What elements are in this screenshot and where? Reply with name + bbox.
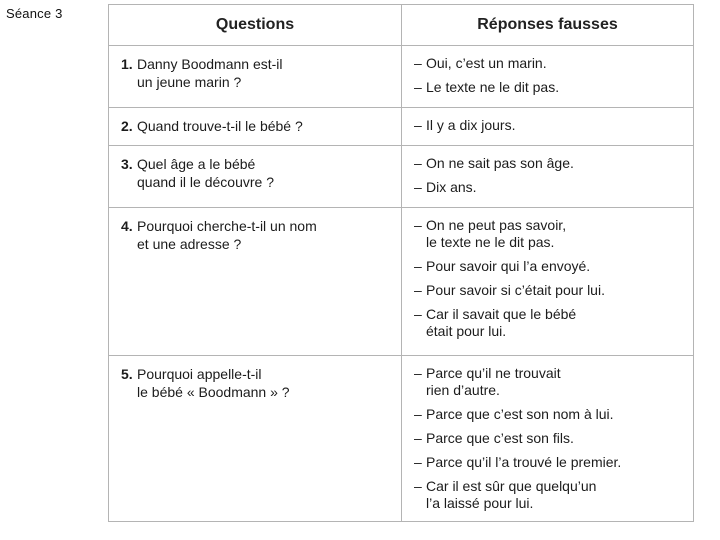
- answers-cell: [402, 356, 694, 522]
- answer-dash: –: [414, 306, 422, 322]
- question-line: et une adresse ?: [137, 236, 242, 252]
- answer-line: Car il savait que le bébé: [426, 306, 577, 322]
- answer-item: [414, 79, 687, 96]
- question-line: le bébé « Boodmann » ?: [137, 384, 290, 400]
- question-line: quand il le découvre ?: [137, 174, 274, 190]
- answer-item: [414, 282, 687, 299]
- answer-dash: –: [414, 79, 422, 95]
- question-cell: [109, 208, 402, 356]
- answer-item: [414, 430, 687, 447]
- question-line: un jeune marin ?: [137, 74, 242, 90]
- answer-line: rien d’autre.: [426, 382, 500, 398]
- answers-cell: [402, 146, 694, 208]
- slide-label: Séance 3: [6, 6, 63, 21]
- answer-line: le texte ne le dit pas.: [426, 234, 555, 250]
- answer-dash: –: [414, 430, 422, 446]
- question-line: Pourquoi cherche-t-il un nom: [137, 218, 317, 234]
- question-line: Danny Boodmann est-il: [137, 56, 283, 72]
- table-row: [109, 356, 694, 522]
- answer-dash: –: [414, 365, 422, 381]
- table-row: [109, 108, 694, 146]
- answer-dash: –: [414, 258, 422, 274]
- questions-table: [108, 4, 694, 522]
- answer-line: Parce qu’il ne trouvait: [426, 365, 561, 381]
- answer-line: l’a laissé pour lui.: [426, 495, 534, 511]
- table-row: [109, 46, 694, 108]
- answer-item: [414, 406, 687, 423]
- answer-dash: –: [414, 282, 422, 298]
- answer-line: Parce que c’est son nom à lui.: [426, 406, 614, 422]
- answer-item: [414, 55, 687, 72]
- answer-item: [414, 179, 687, 196]
- answer-line: Pour savoir si c’était pour lui.: [426, 282, 605, 298]
- question-text: [137, 55, 391, 91]
- answer-line: Parce que c’est son fils.: [426, 430, 574, 446]
- question-number: 2.: [121, 118, 133, 134]
- answer-dash: –: [414, 406, 422, 422]
- table-row: [109, 146, 694, 208]
- answer-dash: –: [414, 478, 422, 494]
- questions-header: Questions: [109, 5, 402, 46]
- answer-line: On ne peut pas savoir,: [426, 217, 567, 233]
- answer-item: [414, 217, 687, 251]
- answer-line: Parce qu’il l’a trouvé le premier.: [426, 454, 622, 470]
- question-number: 1.: [121, 56, 133, 72]
- answer-line: Oui, c’est un marin.: [426, 55, 547, 71]
- question-text: [137, 217, 391, 253]
- answer-line: On ne sait pas son âge.: [426, 155, 574, 171]
- question-line: Quand trouve-t-il le bébé ?: [137, 118, 303, 134]
- answer-item: [414, 454, 687, 471]
- answer-line: Le texte ne le dit pas.: [426, 79, 560, 95]
- answer-line: Car il est sûr que quelqu’un: [426, 478, 597, 494]
- answer-dash: –: [414, 155, 422, 171]
- answer-item: [414, 306, 687, 340]
- question-cell: [109, 356, 402, 522]
- answers-cell: [402, 108, 694, 146]
- answer-item: [414, 365, 687, 399]
- answer-line: Il y a dix jours.: [426, 117, 516, 133]
- table-body: [109, 46, 694, 522]
- question-number: 3.: [121, 156, 133, 172]
- answers-header: Réponses fausses: [402, 5, 694, 46]
- question-cell: [109, 46, 402, 108]
- question-number: 4.: [121, 218, 133, 234]
- answer-dash: –: [414, 179, 422, 195]
- table-row: [109, 208, 694, 356]
- answer-line: Pour savoir qui l’a envoyé.: [426, 258, 591, 274]
- question-text: [137, 365, 391, 401]
- question-line: Pourquoi appelle-t-il: [137, 366, 262, 382]
- answer-line: Dix ans.: [426, 179, 477, 195]
- answer-line: était pour lui.: [426, 323, 507, 339]
- answer-item: [414, 117, 687, 134]
- answer-dash: –: [414, 55, 422, 71]
- question-number: 5.: [121, 366, 133, 382]
- question-cell: [109, 108, 402, 146]
- answer-dash: –: [414, 117, 422, 133]
- answers-cell: [402, 46, 694, 108]
- question-text: [137, 117, 391, 135]
- answer-item: [414, 258, 687, 275]
- answer-item: [414, 478, 687, 512]
- table-header-row: [109, 5, 694, 46]
- question-text: [137, 155, 391, 191]
- answer-dash: –: [414, 454, 422, 470]
- answer-dash: –: [414, 217, 422, 233]
- question-line: Quel âge a le bébé: [137, 156, 256, 172]
- answers-cell: [402, 208, 694, 356]
- question-cell: [109, 146, 402, 208]
- answer-item: [414, 155, 687, 172]
